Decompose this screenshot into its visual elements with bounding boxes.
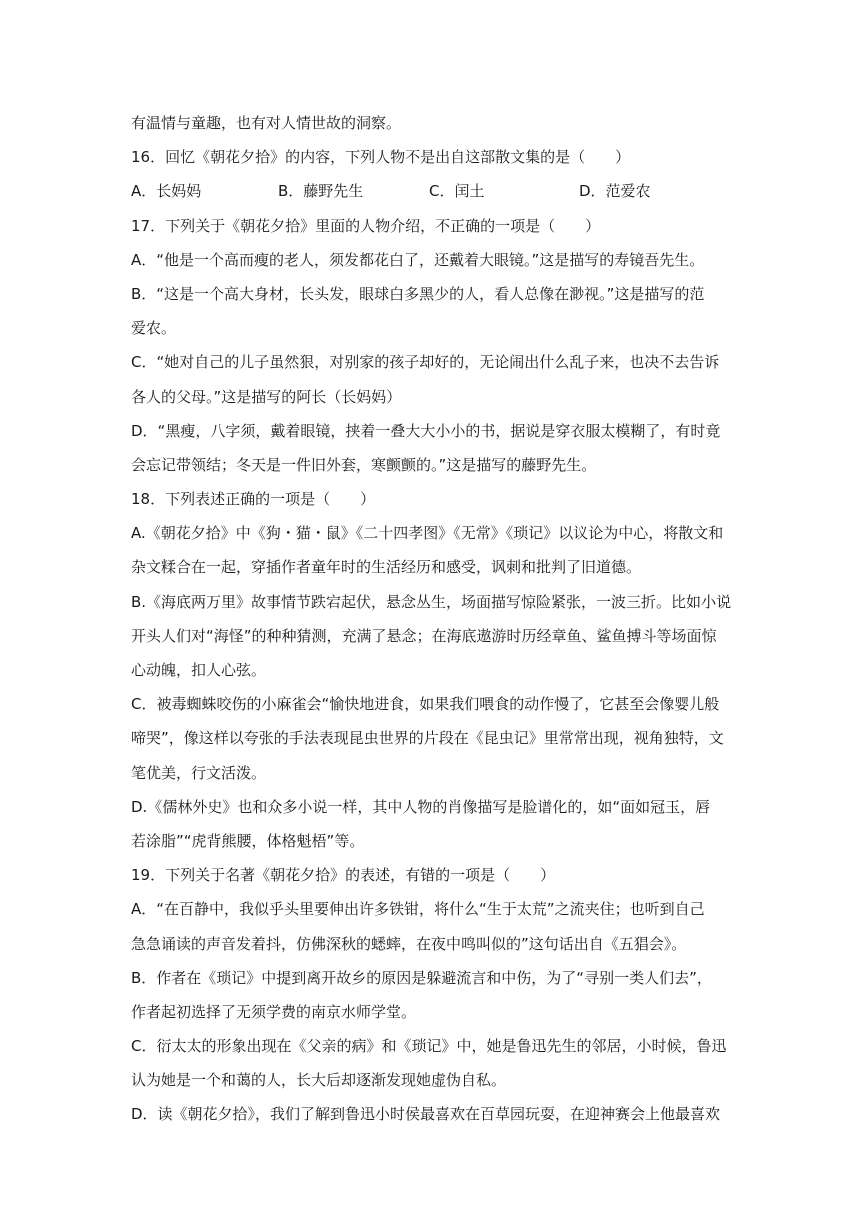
text-line: 若涂脂”“虎背熊腰，体格魁梧”等。 bbox=[131, 831, 365, 850]
text-line: C．被毒蜘蛛咬伤的小麻雀会“愉快地进食，如果我们喂食的动作慢了，它甚至会像婴儿般 bbox=[131, 695, 720, 714]
text-line: 急急诵读的声音发着抖，仿佛深秋的蟋蟀，在夜中鸣叫似的”这句话出自《五猖会》。 bbox=[131, 934, 687, 953]
text-line: 有温情与童趣，也有对人情世故的洞察。 bbox=[131, 114, 402, 132]
text-line: 作者起初选择了无须学费的南京水师学堂。 bbox=[131, 1002, 417, 1021]
option-b: B．藤野先生 bbox=[278, 182, 364, 201]
text-line: A．“在百静中，我似乎头里要伸出许多铁钳，将什么“生于太荒”之流夹住；也听到自己 bbox=[131, 900, 705, 919]
text-line: B.《海底两万里》故事情节跌宕起伏，悬念丛生，场面描写惊险紧张，一波三折。比如小说 bbox=[131, 592, 731, 611]
question-19: 19．下列关于名著《朝花夕拾》的表述，有错的一项是（ ） bbox=[131, 866, 556, 885]
text-line: B．“这是一个高大身材，长头发，眼球白多黑少的人，看人总像在渺视。”这是描写的范 bbox=[131, 284, 705, 303]
question-16: 16．回忆《朝花夕拾》的内容，下列人物不是出自这部散文集的是（ ） bbox=[131, 148, 631, 167]
document-page bbox=[131, 106, 731, 1132]
text-line: A．“他是一个高而瘦的老人，须发都花白了，还戴着大眼镜。”这是描写的寿镜吾先生。 bbox=[131, 250, 705, 269]
text-line: 开头人们对“海怪”的种种猜测，充满了悬念；在海底遨游时历经章鱼、鲨鱼搏斗等场面惊 bbox=[131, 626, 717, 645]
text-line: C．衍太太的形象出现在《父亲的病》和《琐记》中，她是鲁迅先生的邻居，小时候，鲁迅 bbox=[131, 1037, 727, 1056]
question-17: 17．下列关于《朝花夕拾》里面的人物介绍，不正确的一项是（ ） bbox=[131, 216, 601, 235]
text-line: 会忘记带领结；冬天是一件旧外套，寒颤颤的。”这是描写的藤野先生。 bbox=[131, 455, 597, 474]
question-16-options bbox=[131, 174, 731, 208]
text-line: 认为她是一个和蔼的人，长大后却逐渐发现她虚伪自私。 bbox=[131, 1071, 507, 1090]
question-18: 18．下列表述正确的一项是（ ） bbox=[131, 490, 376, 509]
text-line: A.《朝花夕拾》中《狗・猫・鼠》《二十四孝图》《无常》《琐记》以议论为中心，将散文和 bbox=[131, 524, 724, 543]
option-a: A．长妈妈 bbox=[131, 182, 202, 201]
text-line: 各人的父母。”这是描写的阿长（长妈妈） bbox=[131, 387, 402, 406]
text-line: 心动魄，扣人心弦。 bbox=[131, 661, 267, 679]
text-line: 啼哭”，像这样以夸张的手法表现昆虫世界的片段在《昆虫记》里常常出现，视角独特，文 bbox=[131, 729, 724, 748]
text-line: 杂文糅合在一起，穿插作者童年时的生活经历和感受，讽刺和批判了旧道德。 bbox=[131, 558, 642, 577]
text-line: 笔优美，行文活泼。 bbox=[131, 763, 267, 782]
text-line: D．读《朝花夕拾》，我们了解到鲁迅小时侯最喜欢在百草园玩耍，在迎神赛会上他最喜欢 bbox=[131, 1105, 721, 1124]
option-c: C．闰土 bbox=[429, 182, 485, 201]
text-line: D．“黑瘦，八字须，戴着眼镜，挟着一叠大大小小的书，据说是穿衣服太模糊了，有时竟 bbox=[131, 421, 721, 440]
option-d: D．范爱农 bbox=[579, 182, 651, 201]
text-line: B．作者在《琐记》中提到离开故乡的原因是躲避流言和中伤，为了“寻别一类人们去”， bbox=[131, 968, 712, 987]
text-line: 爱农。 bbox=[131, 319, 177, 338]
text-line: C．“她对自己的儿子虽然狠，对别家的孩子却好的，无论闹出什么乱子来，也决不去告诉 bbox=[131, 353, 720, 372]
text-line: D.《儒林外史》也和众多小说一样，其中人物的肖像描写是脸谱化的，如“面如冠玉，唇 bbox=[131, 797, 711, 816]
